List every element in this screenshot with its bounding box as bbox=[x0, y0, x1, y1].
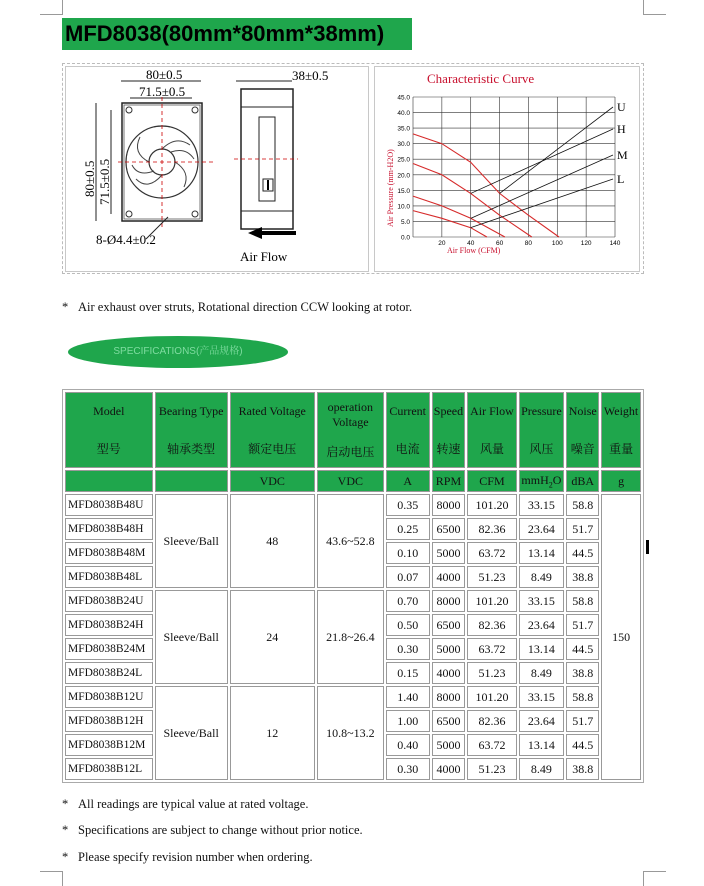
note-specs-change: * Specifications are subject to change without prior notice. bbox=[62, 823, 363, 837]
noise-cell: 38.8 bbox=[566, 566, 599, 588]
chart-ytick-label: 20.0 bbox=[397, 172, 410, 180]
table-row bbox=[65, 590, 641, 612]
model-cell: MFD8038B12M bbox=[65, 734, 153, 756]
note-text: Air exhaust over struts, Rotational direction CCW looking at rotor. bbox=[78, 300, 413, 314]
noise-cell: 51.7 bbox=[566, 518, 599, 540]
chart-leader-line bbox=[471, 129, 613, 193]
dim-height: 80±0.5 bbox=[82, 160, 97, 197]
chart-ytick-label: 45.0 bbox=[397, 94, 410, 102]
speed-cell: 5000 bbox=[432, 542, 466, 564]
chart-ytick-label: 40.0 bbox=[397, 110, 410, 118]
bearing-cell: Sleeve/Ball bbox=[155, 494, 228, 588]
chart-ytick-label: 30.0 bbox=[397, 141, 410, 149]
note-airflow bbox=[62, 300, 412, 315]
unit-current: A bbox=[386, 470, 430, 492]
airflow-cell: 63.72 bbox=[467, 638, 516, 660]
dimension-drawing-panel bbox=[65, 66, 369, 272]
figure-box bbox=[62, 63, 644, 274]
weight-cell: 150 bbox=[601, 494, 641, 780]
operation-voltage-cell: 21.8~26.4 bbox=[317, 590, 384, 684]
pressure-cell: 8.49 bbox=[519, 758, 565, 780]
noise-cell: 44.5 bbox=[566, 734, 599, 756]
header-weight: Weight 重量 bbox=[601, 392, 641, 468]
speed-cell: 6500 bbox=[432, 710, 466, 732]
model-cell: MFD8038B24L bbox=[65, 662, 153, 684]
chart-xtick-label: 20 bbox=[438, 240, 446, 247]
model-cell: MFD8038B48H bbox=[65, 518, 153, 540]
model-cell: MFD8038B48U bbox=[65, 494, 153, 516]
chart-xtick-label: 80 bbox=[524, 240, 533, 247]
pressure-cell: 23.64 bbox=[519, 518, 565, 540]
pressure-cell: 33.15 bbox=[519, 686, 565, 708]
operation-voltage-cell: 10.8~13.2 bbox=[317, 686, 384, 780]
speed-cell: 8000 bbox=[432, 590, 466, 612]
pressure-cell: 8.49 bbox=[519, 566, 565, 588]
table-row bbox=[65, 494, 641, 516]
pressure-cell: 8.49 bbox=[519, 662, 565, 684]
crop-mark bbox=[643, 871, 666, 886]
pressure-cell: 13.14 bbox=[519, 734, 565, 756]
header-airflow: Air Flow 风量 bbox=[467, 392, 516, 468]
dim-width: 80±0.5 bbox=[146, 67, 183, 82]
model-cell: MFD8038B48M bbox=[65, 542, 153, 564]
header-model: Model 型号 bbox=[65, 392, 153, 468]
pressure-cell: 33.15 bbox=[519, 494, 565, 516]
pressure-cell: 13.14 bbox=[519, 638, 565, 660]
noise-cell: 44.5 bbox=[566, 542, 599, 564]
unit-weight: g bbox=[601, 470, 641, 492]
airflow-cell: 82.36 bbox=[467, 710, 516, 732]
noise-cell: 58.8 bbox=[566, 590, 599, 612]
speed-cell: 6500 bbox=[432, 518, 466, 540]
noise-cell: 51.7 bbox=[566, 710, 599, 732]
speed-cell: 5000 bbox=[432, 734, 466, 756]
specifications-badge: SPECIFICATIONS(产品规格) bbox=[68, 336, 288, 368]
note-readings: * All readings are typical value at rated voltage. bbox=[62, 797, 309, 811]
note-revision: * Please specify revision number when ordering. bbox=[62, 850, 313, 864]
dim-holes: 8-Ø4.4±0.2 bbox=[96, 232, 156, 247]
chart-xtick-label: 100 bbox=[551, 240, 563, 247]
model-cell: MFD8038B12L bbox=[65, 758, 153, 780]
unit-operation-voltage: VDC bbox=[317, 470, 384, 492]
model-cell: MFD8038B24H bbox=[65, 614, 153, 636]
unit-noise: dBA bbox=[566, 470, 599, 492]
specifications-table bbox=[62, 389, 644, 783]
airflow-cell: 51.23 bbox=[467, 758, 516, 780]
chart-ytick-label: 5.0 bbox=[400, 218, 410, 226]
speed-cell: 8000 bbox=[432, 494, 466, 516]
model-cell: MFD8038B12H bbox=[65, 710, 153, 732]
model-cell: MFD8038B48L bbox=[65, 566, 153, 588]
chart-xtick-label: 120 bbox=[580, 240, 592, 247]
chart-series-label: H bbox=[617, 122, 626, 136]
pressure-cell: 13.14 bbox=[519, 542, 565, 564]
operation-voltage-cell: 43.6~52.8 bbox=[317, 494, 384, 588]
chart-ytick-label: 0.0 bbox=[400, 234, 410, 242]
rated-voltage-cell: 48 bbox=[230, 494, 315, 588]
unit-pressure: mmH$_2$O bbox=[519, 470, 565, 492]
header-bearing: Bearing Type 轴承类型 bbox=[155, 392, 228, 468]
chart-ylabel: Air Pressure (mm-H2O) bbox=[386, 149, 395, 227]
current-cell: 0.30 bbox=[386, 638, 430, 660]
table-units-row bbox=[65, 470, 641, 492]
dim-hole-width: 71.5±0.5 bbox=[139, 84, 186, 99]
pressure-cell: 33.15 bbox=[519, 590, 565, 612]
current-cell: 0.25 bbox=[386, 518, 430, 540]
unit-airflow: CFM bbox=[467, 470, 516, 492]
table-row bbox=[65, 686, 641, 708]
bullet: * bbox=[62, 300, 69, 314]
bearing-cell: Sleeve/Ball bbox=[155, 590, 228, 684]
noise-cell: 58.8 bbox=[566, 686, 599, 708]
model-cell: MFD8038B12U bbox=[65, 686, 153, 708]
speed-cell: 4000 bbox=[432, 758, 466, 780]
pressure-cell: 23.64 bbox=[519, 710, 565, 732]
airflow-cell: 51.23 bbox=[467, 566, 516, 588]
chart-series-M bbox=[413, 196, 505, 237]
header-pressure: Pressure 风压 bbox=[519, 392, 565, 468]
pressure-cell: 23.64 bbox=[519, 614, 565, 636]
rated-voltage-cell: 12 bbox=[230, 686, 315, 780]
rated-voltage-cell: 24 bbox=[230, 590, 315, 684]
chart-panel bbox=[374, 66, 640, 272]
speed-cell: 4000 bbox=[432, 566, 466, 588]
airflow-cell: 63.72 bbox=[467, 542, 516, 564]
crop-mark bbox=[643, 0, 666, 15]
speed-cell: 8000 bbox=[432, 686, 466, 708]
chart-ytick-label: 35.0 bbox=[397, 125, 410, 133]
chart-series-L bbox=[413, 211, 487, 237]
current-cell: 0.70 bbox=[386, 590, 430, 612]
dimension-drawing bbox=[66, 67, 368, 271]
current-cell: 0.50 bbox=[386, 614, 430, 636]
current-cell: 1.40 bbox=[386, 686, 430, 708]
noise-cell: 58.8 bbox=[566, 494, 599, 516]
airflow-cell: 51.23 bbox=[467, 662, 516, 684]
unit-speed: RPM bbox=[432, 470, 466, 492]
page-title: MFD8038(80mm*80mm*38mm) bbox=[62, 18, 412, 50]
current-cell: 0.07 bbox=[386, 566, 430, 588]
header-current: Current 电流 bbox=[386, 392, 430, 468]
chart-xlabel: Air Flow (CFM) bbox=[447, 246, 501, 255]
chart-title: Characteristic Curve bbox=[427, 71, 535, 86]
airflow-cell: 82.36 bbox=[467, 614, 516, 636]
noise-cell: 44.5 bbox=[566, 638, 599, 660]
airflow-cell: 82.36 bbox=[467, 518, 516, 540]
chart-series-label: L bbox=[617, 172, 625, 186]
chart-series-label: M bbox=[617, 148, 628, 162]
chart-xtick-label: 40 bbox=[467, 240, 475, 247]
current-cell: 0.35 bbox=[386, 494, 430, 516]
dim-hole-height: 71.5±0.5 bbox=[97, 158, 112, 205]
airflow-cell: 63.72 bbox=[467, 734, 516, 756]
crop-mark bbox=[40, 871, 63, 886]
speed-cell: 5000 bbox=[432, 638, 466, 660]
chart-ytick-label: 15.0 bbox=[397, 187, 410, 195]
header-rated-voltage: Rated Voltage 额定电压 bbox=[230, 392, 315, 468]
current-cell: 0.10 bbox=[386, 542, 430, 564]
noise-cell: 51.7 bbox=[566, 614, 599, 636]
speed-cell: 6500 bbox=[432, 614, 466, 636]
airflow-cell: 101.20 bbox=[467, 686, 516, 708]
chart-ytick-label: 25.0 bbox=[397, 156, 410, 164]
chart-ytick-label: 10.0 bbox=[397, 203, 410, 211]
characteristic-curve-chart bbox=[375, 67, 639, 271]
unit-rated-voltage: VDC bbox=[230, 470, 315, 492]
header-speed: Speed 转速 bbox=[432, 392, 466, 468]
model-cell: MFD8038B24M bbox=[65, 638, 153, 660]
noise-cell: 38.8 bbox=[566, 662, 599, 684]
dim-depth: 38±0.5 bbox=[292, 68, 329, 83]
bearing-cell: Sleeve/Ball bbox=[155, 686, 228, 780]
text-cursor-mark bbox=[646, 540, 649, 554]
crop-mark bbox=[40, 0, 63, 15]
chart-xtick-label: 60 bbox=[495, 240, 504, 247]
noise-cell: 38.8 bbox=[566, 758, 599, 780]
airflow-cell: 101.20 bbox=[467, 494, 516, 516]
current-cell: 1.00 bbox=[386, 710, 430, 732]
current-cell: 0.30 bbox=[386, 758, 430, 780]
model-cell: MFD8038B24U bbox=[65, 590, 153, 612]
header-operation-voltage: operation Voltage 启动电压 bbox=[317, 392, 384, 468]
chart-series-label: U bbox=[617, 100, 626, 114]
current-cell: 0.15 bbox=[386, 662, 430, 684]
airflow-cell: 101.20 bbox=[467, 590, 516, 612]
airflow-label: Air Flow bbox=[240, 249, 288, 264]
header-noise: Noise 噪音 bbox=[566, 392, 599, 468]
speed-cell: 4000 bbox=[432, 662, 466, 684]
chart-xtick-label: 140 bbox=[609, 240, 621, 247]
current-cell: 0.40 bbox=[386, 734, 430, 756]
